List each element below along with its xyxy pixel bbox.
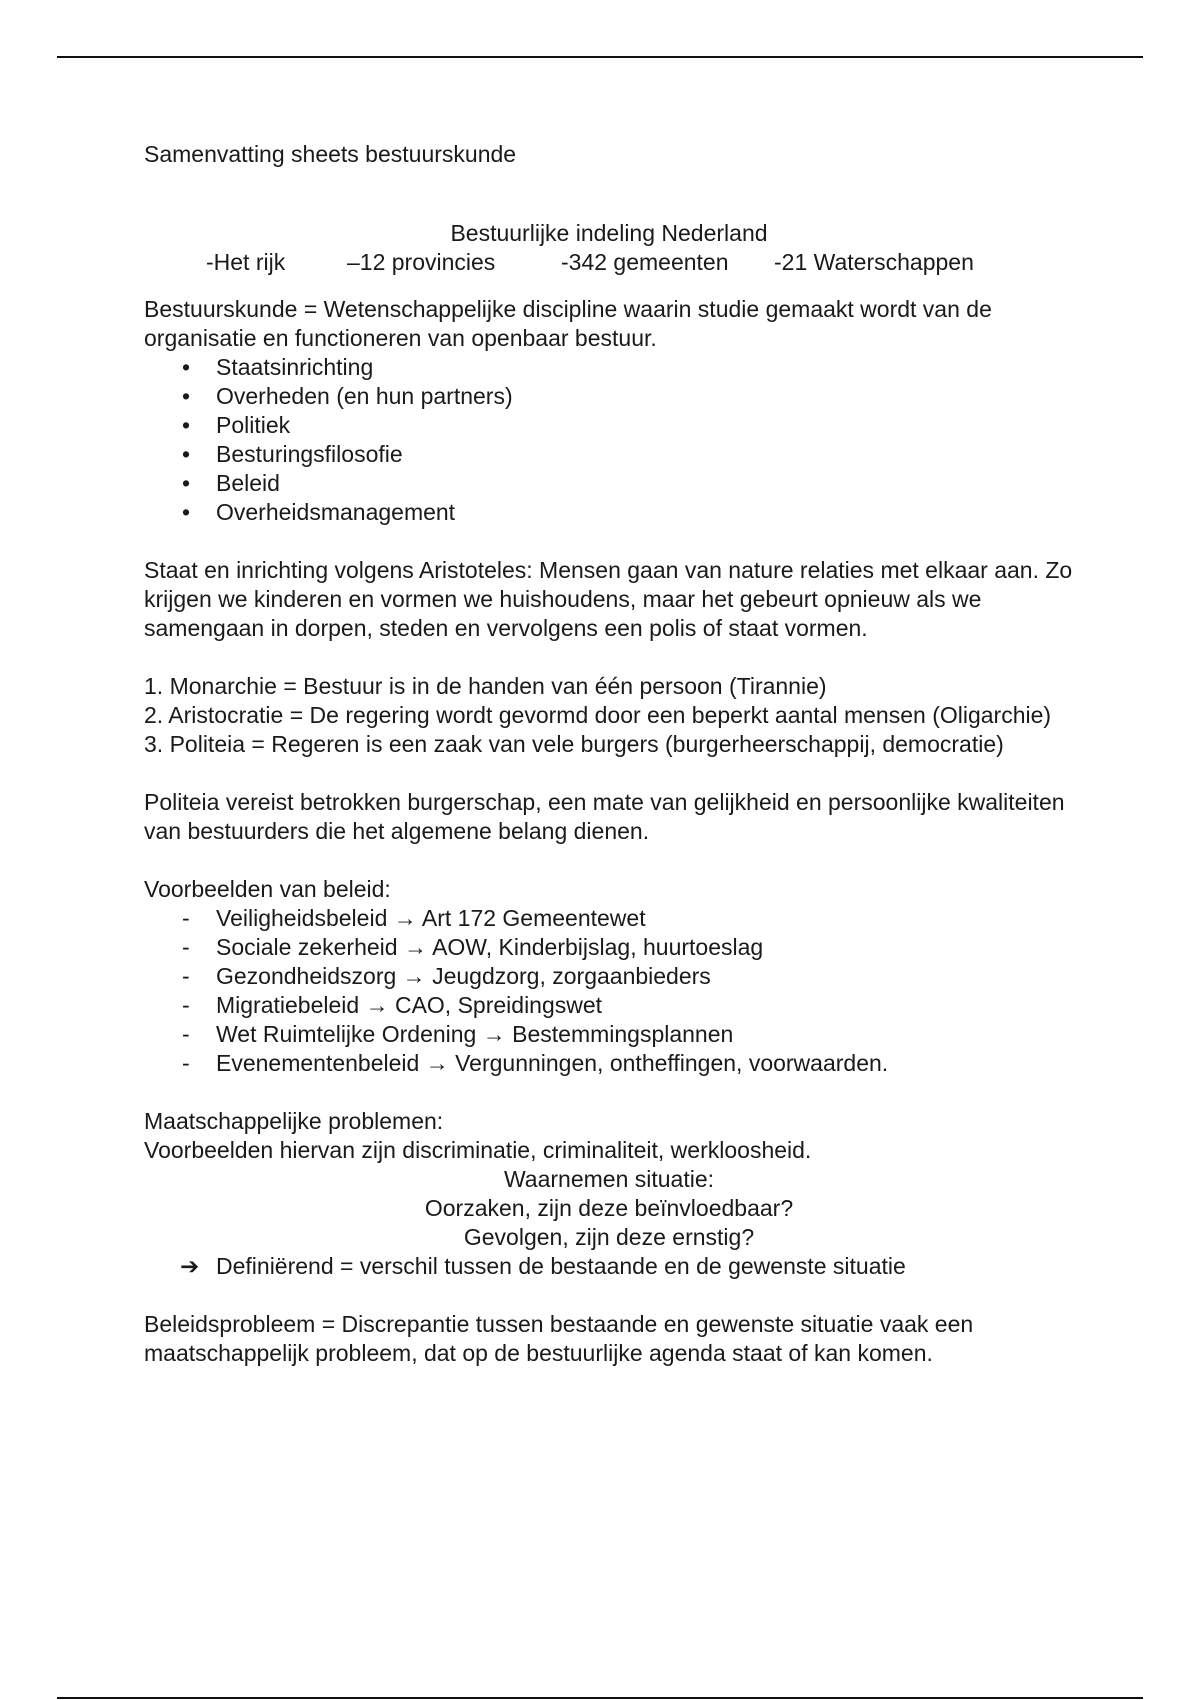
problemen-conclusion: ➔ Definiërend = verschil tussen de bestaande en de gewenste situatie (180, 1253, 906, 1279)
problemen-center-line: Waarnemen situatie: (503, 1166, 715, 1192)
list-item: • Overheidsmanagement (182, 499, 456, 525)
indeling-item-waterschappen: -21 Waterschappen (774, 249, 974, 275)
bullet-icon: • (182, 499, 191, 525)
bullet-icon: • (182, 354, 191, 380)
bullet-icon: • (182, 383, 191, 409)
bullet-icon: • (182, 412, 191, 438)
list-item: - Wet Ruimtelijke Ordening → Bestemmingsplannen (182, 1021, 734, 1047)
list-item: - Evenementenbeleid → Vergunningen, ontheffingen, voorwaarden. (182, 1050, 889, 1076)
form-monarchie: 1. Monarchie = Bestuur is in de handen van één persoon (Tirannie) (144, 673, 827, 699)
politeia-paragraph: Politeia vereist betrokken burgerschap, een mate van gelijkheid en persoonlijke kwaliteiten van bestuurders die het algemene belang dienen. (144, 789, 1065, 844)
indeling-item-provincies: –12 provincies (347, 249, 496, 275)
indeling-item-rijk: -Het rijk (206, 249, 286, 275)
dash-icon: - (182, 963, 190, 989)
list-item: • Overheden (en hun partners) (182, 383, 513, 409)
dash-icon: - (182, 934, 190, 960)
dash-icon: - (182, 905, 190, 931)
bullet-icon: • (182, 470, 191, 496)
list-item: - Veiligheidsbeleid → Art 172 Gemeentewet (182, 905, 646, 931)
arrow-right-icon: ➔ (180, 1253, 200, 1279)
problemen-examples: Voorbeelden hiervan zijn discriminatie, criminaliteit, werkloosheid. (144, 1137, 812, 1163)
document-title: Samenvatting sheets bestuurskunde (144, 141, 517, 167)
bullet-icon: • (182, 441, 191, 467)
aristoteles-paragraph: Staat en inrichting volgens Aristoteles: Mensen gaan van nature relaties met elkaar aan. Zo krijgen we kinderen en vormen we huishoudens, maar het gebeurt opnieuw als we samengaan in dorpen, steden en vervolgens een polis of staat vormen. (144, 557, 1073, 641)
list-item: - Gezondheidszorg → Jeugdzorg, zorgaanbieders (182, 963, 711, 989)
list-item: - Migratiebeleid → CAO, Spreidingswet (182, 992, 603, 1018)
document-page (144, 140, 1074, 1368)
indeling-item-gemeenten: -342 gemeenten (561, 249, 729, 275)
top-rule (57, 56, 1143, 58)
definition-list (144, 353, 1074, 527)
list-item: • Staatsinrichting (182, 354, 374, 380)
beleid-heading: Voorbeelden van beleid: (144, 876, 391, 902)
problemen-center-line: Gevolgen, zijn deze ernstig? (463, 1224, 755, 1250)
indeling-heading: Bestuurlijke indeling Nederland (450, 220, 768, 246)
problemen-center-line: Oorzaken, zijn deze beïnvloedbaar? (424, 1195, 794, 1221)
definition-paragraph: Bestuurskunde = Wetenschappelijke discipline waarin studie gemaakt wordt van de organisatie en functioneren van openbaar bestuur. (144, 296, 992, 351)
list-item: • Politiek (182, 412, 291, 438)
problemen-heading: Maatschappelijke problemen: (144, 1108, 444, 1134)
list-item: • Besturingsfilosofie (182, 441, 403, 467)
beleid-list (144, 904, 1074, 1078)
dash-icon: - (182, 992, 190, 1018)
form-aristocratie: 2. Aristocratie = De regering wordt gevormd door een beperkt aantal mensen (Oligarchie) (144, 702, 1052, 728)
bottom-rule (57, 1697, 1143, 1699)
dash-icon: - (182, 1021, 190, 1047)
list-item: - Sociale zekerheid → AOW, Kinderbijslag, huurtoeslag (182, 934, 764, 960)
beleidsprobleem-paragraph: Beleidsprobleem = Discrepantie tussen bestaande en gewenste situatie vaak een maatschappelijk probleem, dat op de bestuurlijke agenda staat of kan komen. (144, 1311, 974, 1366)
indeling-row (144, 248, 1074, 277)
dash-icon: - (182, 1050, 190, 1076)
form-politeia: 3. Politeia = Regeren is een zaak van vele burgers (burgerheerschappij, democratie) (144, 731, 1004, 757)
list-item: • Beleid (182, 470, 280, 496)
